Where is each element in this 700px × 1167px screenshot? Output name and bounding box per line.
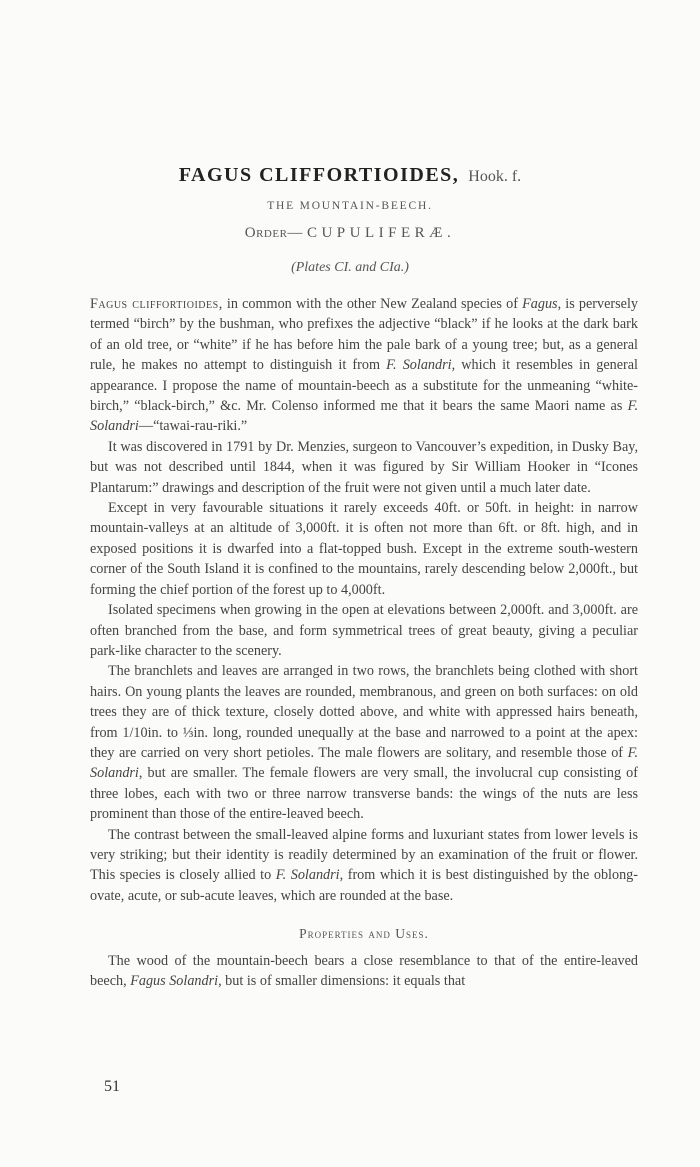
text-run: The wood of the mountain-beech bears a close resemblance to that of the entire-leaved beech, (90, 952, 638, 989)
species-title (0, 164, 700, 187)
species-author: Hook. f. (468, 168, 522, 185)
body-text (90, 294, 638, 991)
text-run: in. to (147, 724, 183, 741)
paragraph-5 (90, 661, 638, 824)
paragraph-6 (90, 825, 638, 907)
paragraph-3: Except in very favourable situations it rarely exceeds 40ft. or 50ft. in height: in narrow mountain-valleys at an altitude of 3,000ft. it is often not more than 6ft. or 8ft. high, and in exposed positions it is dwarfed into a flat-topped bush. Except in the extreme south-western corner of the South Island it is confined to the mountains, rarely descending below 2,000ft., but forming the chief portion of the forest up to 4,000ft. (90, 500, 638, 598)
fraction: ⅓ (182, 724, 194, 741)
italic-species: F. Solandri (90, 398, 638, 435)
text-run: , but are smaller. The female flowers are very small, the involucral cup consisting of three lobes, each with two or three narrow transverse bands: the wings of the nuts are less prominent than those of the entire-leaved beech. (90, 765, 638, 823)
plates-reference: (Plates CI. and CIa.) (291, 260, 409, 275)
italic-species: F. Solandri (275, 867, 340, 884)
paragraph-4: Isolated specimens when growing in the open at elevations between 2,000ft. and 3,000ft. are often branched from the base, and form symmetrical trees of great beauty, giving a peculiar park-like character to the scenery. (90, 602, 638, 659)
text-run: The contrast between the small-leaved alpine forms and luxuriant states from lower levels is very striking; but their identity is readily determined by an examination of the fruit or flower. This species is closely allied to (90, 826, 638, 884)
order-family: CUPULIFERÆ. (306, 225, 456, 241)
species-name: FAGUS CLIFFORTIOIDES, (178, 164, 460, 186)
paragraph-2: It was discovered in 1791 by Dr. Menzies, surgeon to Vancouver’s expedition, in Dusky Bay, but was not described until 1844, when it was figured by Sir William Hooker in “Icones Plantarum:” drawings and description of the fruit were not given until a much later date. (90, 438, 638, 496)
page-number: 51 (104, 1078, 120, 1095)
paragraph-1 (90, 294, 638, 437)
text-run: in. long, rounded unequally at the base and narrowed to a point at the apex: they are carried on very short petioles. The male flowers are solitary, and resemble those of (90, 724, 638, 761)
text-run: , which it resembles in general appearance. I propose the name of mountain-beech as a substitute for the unmeaning “white-birch,” “black-birch,” &c. Mr. Colenso informed me that it bears the same Maori name as (90, 357, 638, 415)
text-run: , from which it is best distinguished by the oblong-ovate, acute, or sub-acute leaves, which are rounded at the base. (90, 867, 639, 904)
italic-genus: Fagus (522, 296, 558, 312)
italic-species: F. Solandri (90, 744, 638, 782)
paragraph-7 (90, 951, 638, 992)
section-heading: Properties and Uses. (299, 926, 429, 942)
text-run: , but is of smaller dimensions: it equals that (218, 973, 466, 989)
italic-species: Fagus Solandri (130, 973, 219, 989)
italic-species: F. Solandri (386, 357, 452, 374)
text-run: , is perversely termed “birch” by the bushman, who prefixes the adjective “black” if he looks at the dark bark of an old tree, or “white” if he has before him the pale bark of a young tree; but, as a general rule, he makes no attempt to distinguish it from (90, 296, 638, 374)
text-run: in common with the other New Zealand species of (222, 296, 523, 312)
order-line (0, 225, 700, 242)
fraction: 1/10 (122, 724, 148, 741)
text-run: The branchlets and leaves are arranged in two rows, the branchlets being clothed with short hairs. On young plants the leaves are rounded, membranous, and green on both surfaces: on old trees they are of thick texture, closely dotted above, and white with appressed hairs beneath, from (90, 663, 638, 741)
text-run: —“tawai-rau-riki.” (138, 418, 248, 435)
order-label: Order— (244, 225, 303, 241)
paragraph-lead: Fagus cliffortioides, (90, 296, 223, 312)
common-name: THE MOUNTAIN-BEECH. (267, 200, 433, 212)
